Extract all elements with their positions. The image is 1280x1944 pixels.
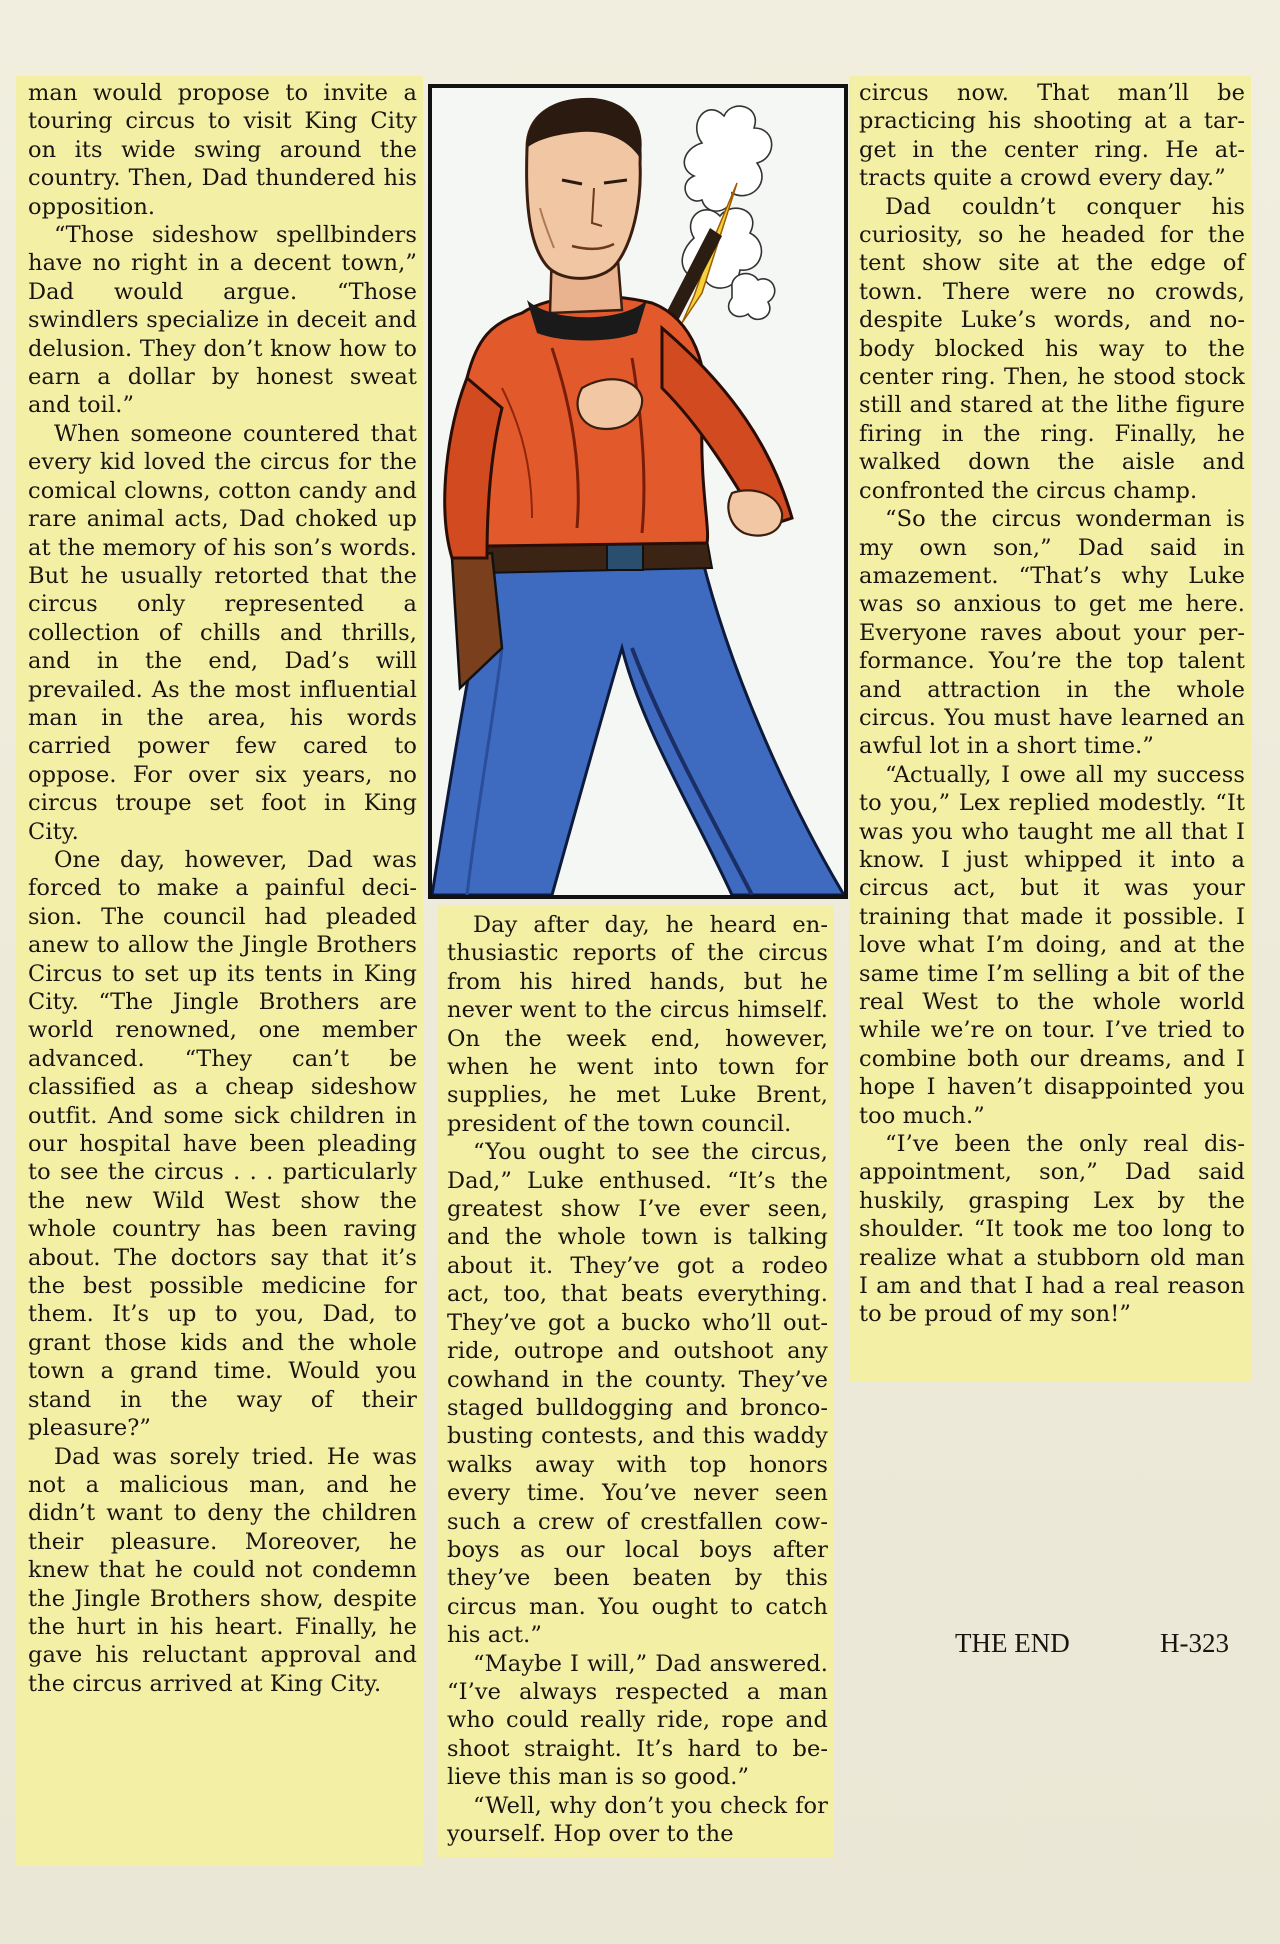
illustration-panel — [428, 84, 848, 899]
paragraph: “Maybe I will,” Dad answered. “I’ve always respected a man who could really ride, rope and shoot straight. It’s hard to believe this man is so good.” — [447, 1650, 828, 1791]
paragraph: Day after day, he heard enthusiastic reports of the circus from his hired hands, but he never went to the circus himself. On the week end, however, when he went into town for supplies, he met Luke Brent, president of the town council. — [447, 912, 828, 1137]
story-column-left — [16, 76, 423, 1866]
paragraph: When someone countered that every kid loved the circus for the comical clowns, cotton candy and rare animal acts, Dad choked up at the memory of his son’s words. But he usually retorted that the circus only represented a collection of chills and thrills, and in the end, Dad’s will prevailed. As the most influential man in the area, his words carried power few cared to oppose. For over six years, no circus troupe set foot in King City. — [28, 420, 417, 845]
story-code: H-323 — [1160, 1628, 1229, 1658]
paragraph: Dad was sorely tried. He was not a malicious man, and he didn’t want to deny the children their pleasure. Moreover, he knew that he could not condemn the Jingle Brothers show, despite the hurt in his heart. Finally, he gave his reluctant approval and the circus arrived at King City. — [28, 1443, 417, 1697]
end-credits — [955, 1628, 1255, 1668]
story-column-right — [849, 76, 1251, 1382]
paragraph: “Actually, I owe all my success to you,” Lex replied modestly. “It was you who taught me all that I know. I just whipped it into a circus act, but it was your training that made it possible. I love what I’m doing, and at the same time I’m selling a bit of the real West to the whole world while we’re on tour. I’ve tried to combine both our dreams, and I hope I haven’t disappointed you too much.” — [859, 761, 1245, 1129]
paragraph: Dad couldn’t conquer his curiosity, so he headed for the tent show site at the edge of town. There were no crowds, despite Luke’s words, and nobody blocked his way to the center ring. Then, he stood stock still and stared at the lithe figure firing in the ring. Finally, he walked down the aisle and confronted the circus champ. — [859, 193, 1245, 504]
paragraph: “Well, why don’t you check for yourself. Hop over to the — [447, 1792, 828, 1847]
story-column-middle — [437, 905, 834, 1858]
paragraph: “You ought to see the circus, Dad,” Luke enthused. “It’s the greatest show I’ve ever seen, and the whole town is talking about it. They’ve got a rodeo act, too, that beats everything. They’ve got a bucko who’ll outride, outrope and outshoot any cowhand in the county. They’ve staged bulldogging and broncobusting contests, and this waddy walks away with top honors every time. You’ve never seen such a crew of crestfallen cowboys as our local boys after they’ve been beaten by this circus man. You ought to catch his act.” — [447, 1139, 828, 1649]
paragraph: “I’ve been the only real disappointment, son,” Dad said huskily, grasping Lex by the shoulder. “It took me too long to realize what a stubborn old man I am and that I had a real reason to be proud of my son!” — [859, 1131, 1245, 1328]
paragraph: man would propose to invite a touring circus to visit King City on its wide swing around the country. Then, Dad thundered his opposition. — [28, 80, 417, 220]
paragraph: “So the circus wonderman is my own son,” Dad said in amazement. “That’s why Luke was so anxious to get me here. Everyone raves about your performance. You’re the top talent and attraction in the whole circus. You must have learned an awful lot in a short time.” — [859, 506, 1245, 760]
paragraph: One day, however, Dad was forced to make a painful decision. The council had pleaded anew to allow the Jingle Brothers Circus to set up its tents in King City. “The Jingle Brothers are world renowned, one member advanced. “They can’t be classified as a cheap sideshow outfit. And some sick children in our hospital have been pleading to see the circus . . . particularly the new Wild West show the whole country has been raving about. The doctors say that it’s the best possible medicine for them. It’s up to you, Dad, to grant those kids and the whole town a grand time. Would you stand in the way of their pleasure?” — [28, 846, 417, 1442]
paragraph: “Those sideshow spellbinders have no right in a decent town,” Dad would argue. “Those swindlers specialize in deceit and delusion. They don’t know how to earn a dollar by honest sweat and toil.” — [28, 222, 417, 419]
paragraph: circus now. That man’ll be practicing his shooting at a target in the center ring. He attracts quite a crowd every day.” — [859, 80, 1245, 192]
cowboy-firing-rifle-illustration — [432, 88, 844, 895]
the-end-label: THE END — [955, 1628, 1070, 1658]
